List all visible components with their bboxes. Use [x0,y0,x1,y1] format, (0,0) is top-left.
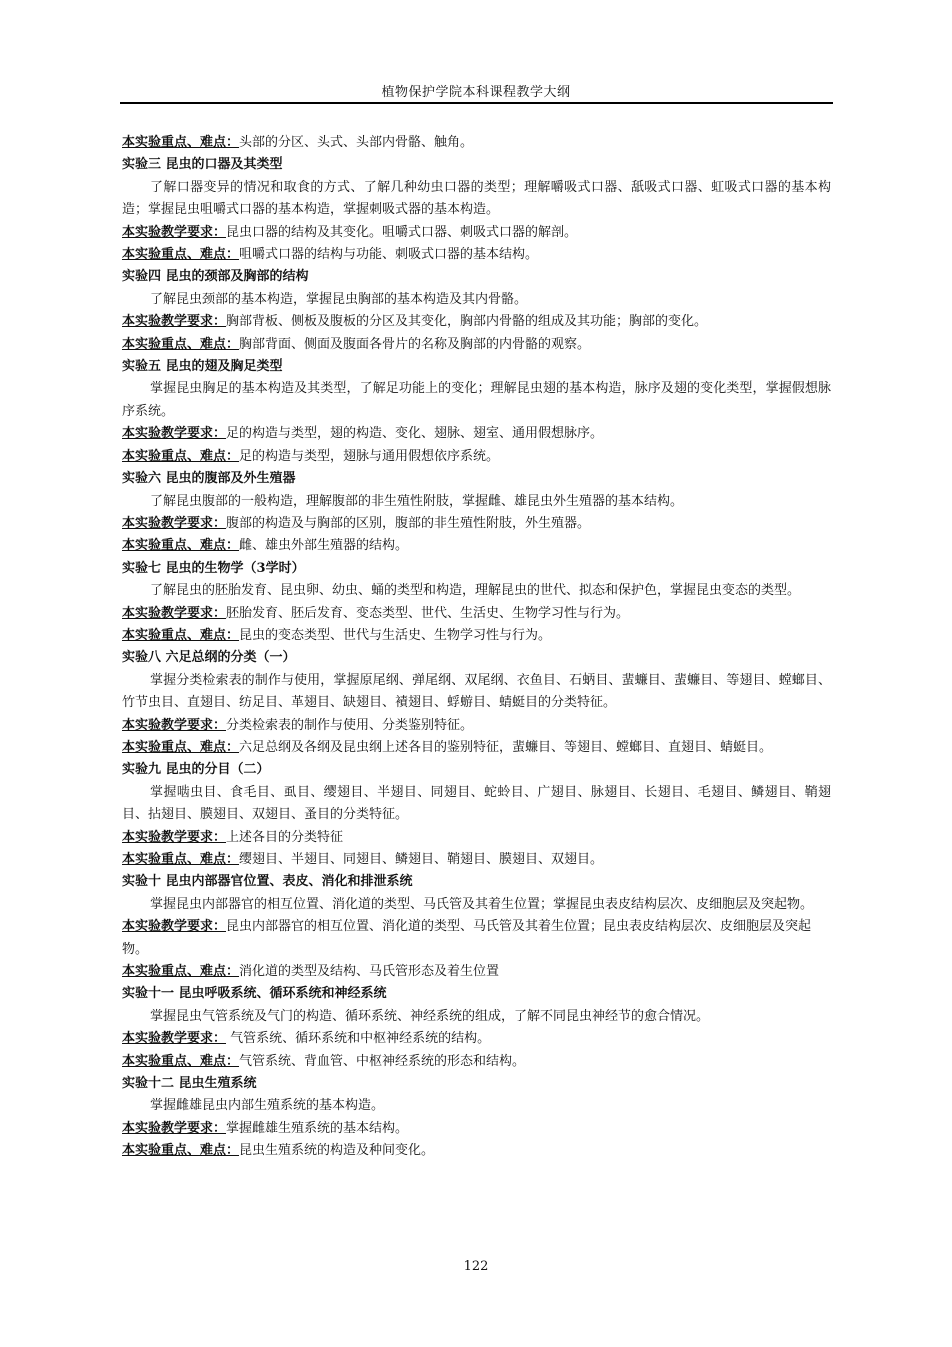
item-text: 昆虫的变态类型、世代与生活史、生物学习性与行为。 [239,627,552,643]
item-text: 足的构造与类型，翅脉与通用假想依序系统。 [239,448,500,464]
requirement-label: 本实验教学要求： [122,605,227,621]
key-difficulty [122,1140,831,1162]
teaching-requirement [122,222,831,244]
key-point-label: 本实验重点、难点： [122,852,240,867]
syllabus-body [122,132,831,1163]
key-difficulty [122,849,831,871]
experiment-description: 掌握啮虫目、食毛目、虱目、缨翅目、半翅目、同翅目、蛇蛉目、广翅目、脉翅目、长翅目、毛翅目、鳞翅目、鞘翅目、拈翅目、膜翅目、双翅目、蚤目的分类特征。 [122,784,831,823]
experiment-description: 掌握雌雄昆虫内部生殖系统的基本构造。 [150,1098,385,1114]
key-point-label: 本实验重点、难点： [122,448,240,464]
page-number: 122 [463,1259,489,1274]
item-text: 胚胎发育、胚后发育、变态类型、世代、生活史、生物学习性与行为。 [226,605,630,621]
key-difficulty [122,1051,831,1073]
key-point-label: 本实验重点、难点： [122,627,240,643]
page-header-title: 植物保护学院本科课程教学大纲 [381,85,571,100]
experiment-description: 了解昆虫的胚胎发育、昆虫卵、幼虫、蛹的类型和构造，理解昆虫的世代、拟态和保护色，掌握昆虫变态的类型。 [150,583,801,599]
item-text: 头部的分区、头式、头部内骨骼、触角。 [239,135,474,150]
experiment-heading: 实验八 六足总纲的分类（一） [122,650,296,666]
key-difficulty [122,961,831,983]
teaching-requirement [122,1118,831,1140]
key-difficulty [122,737,831,759]
item-text: 昆虫生殖系统的构造及种间变化。 [239,1143,435,1159]
requirement-label: 本实验教学要求： [122,1120,227,1136]
teaching-requirement [122,423,831,445]
teaching-requirement [122,715,831,737]
teaching-requirement [122,311,831,333]
key-point-label: 本实验重点、难点： [122,135,240,150]
requirement-label: 本实验教学要求： [122,224,227,240]
item-text: 昆虫口器的结构及其变化。咀嚼式口器、刺吸式口器的解剖。 [226,224,578,240]
teaching-requirement [122,827,831,849]
item-text: 昆虫内部器官的相互位置、消化道的类型、马氏管及其着生位置；昆虫表皮结构层次、皮细胞层及突起物。 [122,919,812,957]
experiment-heading: 实验三 昆虫的口器及其类型 [122,157,283,173]
key-point-label: 本实验重点、难点： [122,336,240,352]
key-point-label: 本实验重点、难点： [122,1143,240,1159]
requirement-label: 本实验教学要求： [122,426,227,442]
item-text: 气管系统、背血管、中枢神经系统的形态和结构。 [239,1053,526,1069]
key-difficulty [122,446,831,468]
item-text: 六足总纲及各纲及昆虫纲上述各目的鉴别特征，蜚蠊目、等翅目、螳螂目、直翅目、蜻蜓目。 [239,739,773,755]
experiment-description: 掌握昆虫内部器官的相互位置、消化道的类型、马氏管及其着生位置；掌握昆虫表皮结构层次、皮细胞层及突起物。 [150,896,814,912]
item-text: 上述各目的分类特征 [226,829,344,845]
teaching-requirement [122,603,831,625]
experiment-heading: 实验六 昆虫的腹部及外生殖器 [122,471,296,487]
key-difficulty [122,132,831,154]
item-text: 腹部的构造及与胸部的区别，腹部的非生殖性附肢，外生殖器。 [226,515,591,531]
item-text: 缨翅目、半翅目、同翅目、鳞翅目、鞘翅目、膜翅目、双翅目。 [239,852,604,867]
key-point-label: 本实验重点、难点： [122,1053,240,1069]
experiment-description: 了解口器变异的情况和取食的方式、了解几种幼虫口器的类型；理解嚼吸式口器、舐吸式口器、虹吸式口器的基本构造；掌握昆虫咀嚼式口器的基本构造，掌握刺吸式器的基本构造。 [122,179,831,218]
requirement-label: 本实验教学要求： [122,717,227,733]
key-difficulty [122,334,831,356]
experiment-heading: 实验十 昆虫内部器官位置、表皮、消化和排泄系统 [122,874,413,890]
requirement-label: 本实验教学要求： [122,314,227,330]
experiment-heading: 实验十一 昆虫呼吸系统、循环系统和神经系统 [122,986,387,1002]
key-point-label: 本实验重点、难点： [122,964,240,980]
item-text: 雌、雄虫外部生殖器的结构。 [239,538,409,554]
item-text: 气管系统、循环系统和中枢神经系统的结构。 [226,1031,491,1047]
requirement-label: 本实验教学要求： [122,1031,227,1047]
experiment-heading: 实验四 昆虫的颈部及胸部的结构 [122,269,309,285]
experiment-description: 了解昆虫腹部的一般构造，理解腹部的非生殖性附肢，掌握雌、雄昆虫外生殖器的基本结构。 [150,493,684,509]
experiment-description: 掌握分类检索表的制作与使用，掌握原尾纲、弹尾纲、双尾纲、衣鱼目、石蛃目、蜚蠊目、蜚蠊目、等翅目、螳螂目、竹节虫目、直翅目、纺足目、革翅目、缺翅目、襀翅目、蜉蝣目、蜻蜓目的分类特征。 [122,672,831,711]
requirement-label: 本实验教学要求： [122,919,227,935]
key-point-label: 本实验重点、难点： [122,538,240,554]
experiment-description: 掌握昆虫气管系统及气门的构造、循环系统、神经系统的组成，了解不同昆虫神经节的愈合情况。 [150,1008,710,1024]
teaching-requirement [122,1028,831,1050]
experiment-heading: 实验十二 昆虫生殖系统 [122,1076,257,1092]
experiment-heading: 实验九 昆虫的分目（二） [122,762,270,778]
teaching-requirement [122,916,831,961]
item-text: 掌握雌雄生殖系统的基本结构。 [226,1120,409,1136]
item-text: 胸部背板、侧板及腹板的分区及其变化，胸部内骨骼的组成及其功能；胸部的变化。 [226,314,708,330]
item-text: 消化道的类型及结构、马氏管形态及着生位置 [239,964,500,980]
key-difficulty [122,625,831,647]
key-point-label: 本实验重点、难点： [122,739,240,755]
header-rule [120,102,833,104]
key-point-label: 本实验重点、难点： [122,247,240,263]
item-text: 分类检索表的制作与使用、分类鉴别特征。 [226,717,474,733]
item-text: 足的构造与类型，翅的构造、变化、翅脉、翅室、通用假想脉序。 [226,426,604,442]
key-difficulty [122,244,831,266]
requirement-label: 本实验教学要求： [122,515,227,531]
experiment-description: 掌握昆虫胸足的基本构造及其类型，了解足功能上的变化；理解昆虫翅的基本构造，脉序及翅的变化类型，掌握假想脉序系统。 [122,381,831,419]
experiment-heading: 实验五 昆虫的翅及胸足类型 [122,359,283,375]
requirement-label: 本实验教学要求： [122,829,227,845]
experiment-description: 了解昆虫颈部的基本构造，掌握昆虫胸部的基本构造及其内骨骼。 [150,291,528,307]
key-difficulty [122,535,831,557]
item-text: 胸部背面、侧面及腹面各骨片的名称及胸部的内骨骼的观察。 [239,336,591,352]
item-text: 咀嚼式口器的结构与功能、刺吸式口器的基本结构。 [239,247,539,263]
teaching-requirement [122,513,831,535]
experiment-heading: 实验七 昆虫的生物学（3学时） [122,560,305,576]
